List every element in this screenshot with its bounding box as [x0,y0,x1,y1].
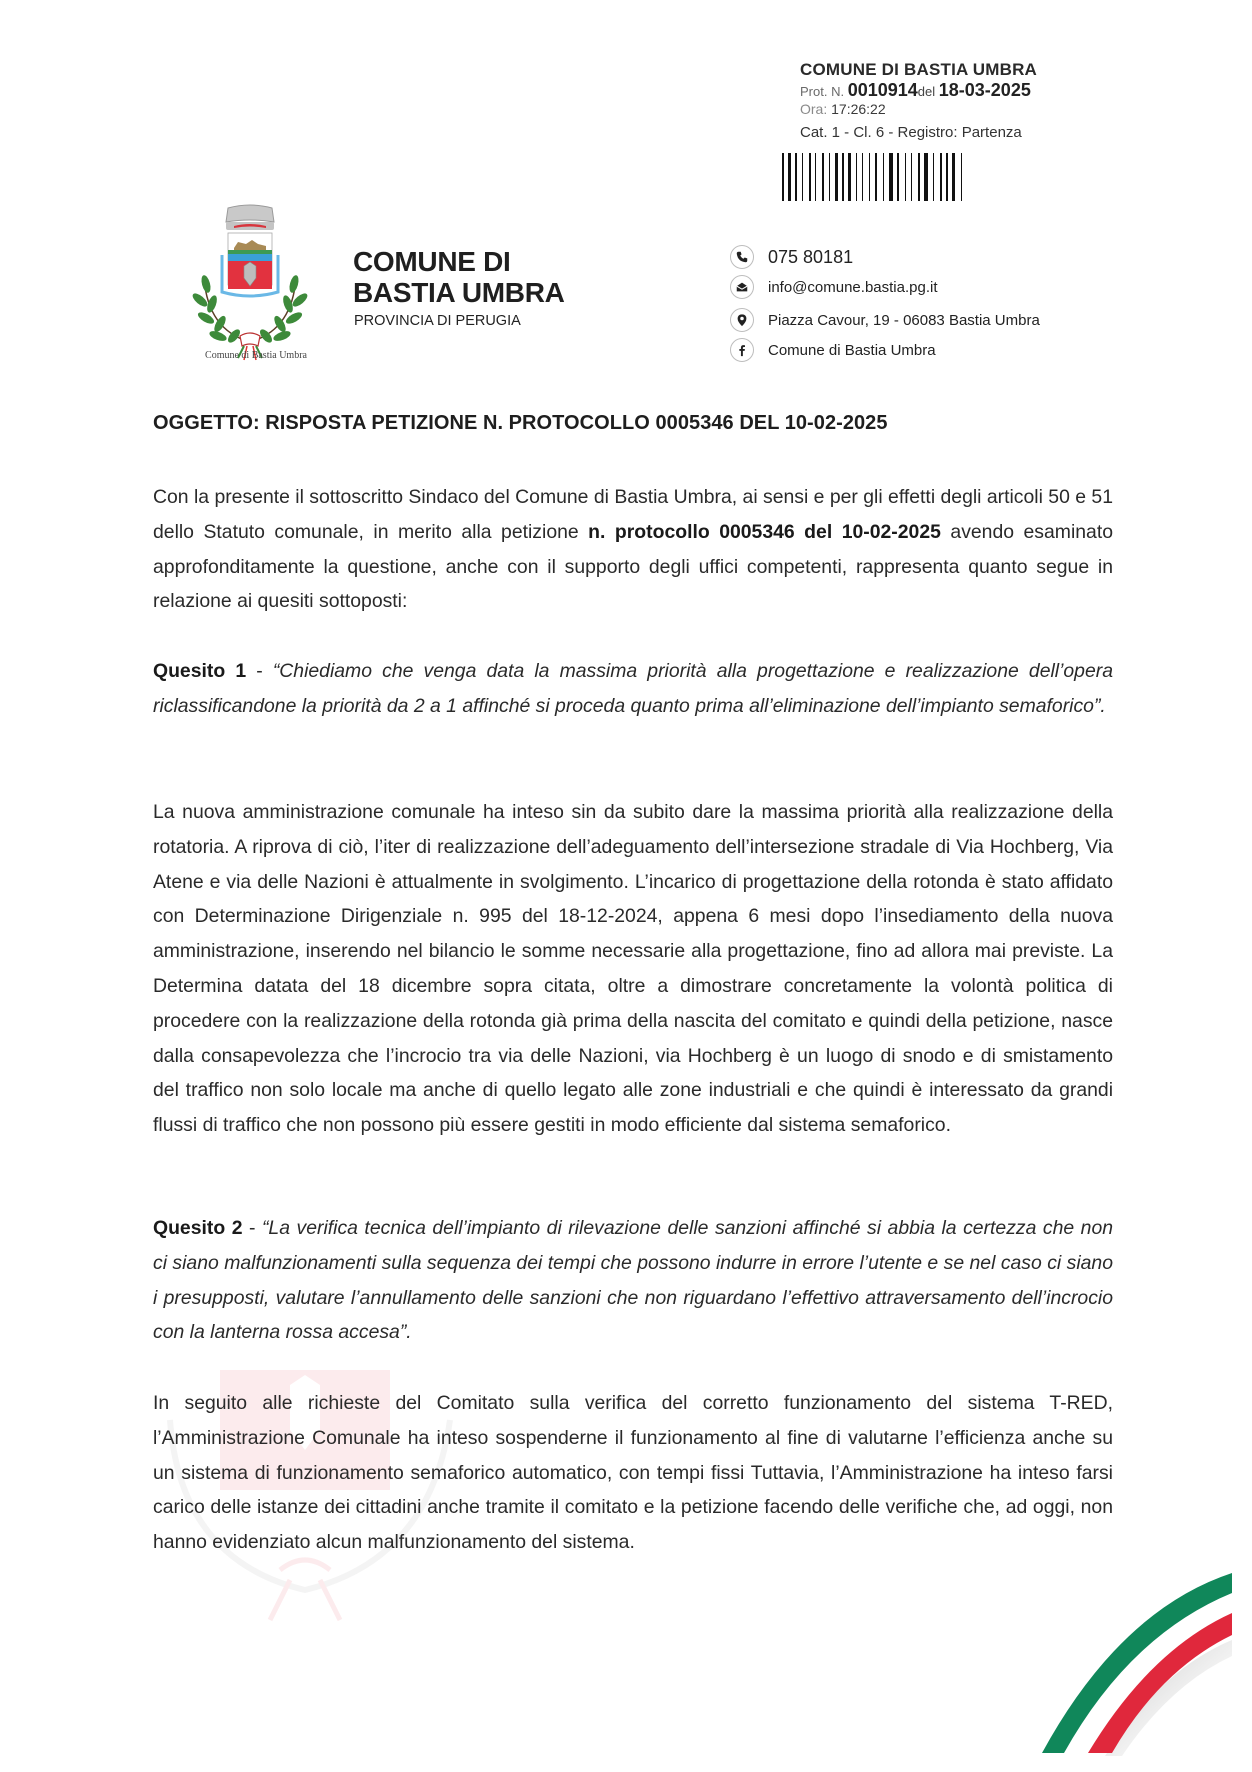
question-1-separator: - [246,660,273,682]
contact-address-text: Piazza Cavour, 19 - 06083 Bastia Umbra [768,311,1040,329]
stamp-prot-number: 0010914 [847,80,918,100]
barcode-bar [918,153,920,201]
barcode-bar [829,153,830,201]
barcode [782,153,1024,201]
barcode-bar [940,153,942,201]
intro-petition-reference: n. protocollo 0005346 del 10-02-2025 [588,520,941,543]
stamp-del-label: del [917,84,936,99]
barcode-bar [961,153,962,201]
barcode-bar [835,153,838,201]
barcode-bar [897,153,899,201]
municipality-title-line2: BASTIA UMBRA [353,277,565,308]
barcode-bar [862,153,863,201]
barcode-bar [911,153,912,201]
stamp-time-label: Ora: [800,101,828,117]
contact-phone-text: 075 80181 [768,246,854,267]
contact-email-text[interactable]: info@comune.bastia.pg.it [768,278,938,296]
barcode-bar [869,153,870,201]
location-pin-icon [730,308,754,332]
mail-icon [730,275,754,299]
barcode-bar [856,153,857,201]
contact-facebook [730,337,936,363]
intro-text: Con la presente il sottoscritto Sindaco del Comune di Bastia Umbra, ai sensi e per gli effetti degli articoli 50 e 51 dello Statuto comunale, in merito alla petizione [153,486,1113,543]
intro-paragraph [153,480,1113,619]
barcode-bar [905,153,906,201]
question-2-label: Quesito 2 [153,1217,243,1239]
stamp-time-line [800,101,886,117]
barcode-bar [875,153,877,201]
barcode-bar [889,153,893,201]
contact-address [730,307,1040,333]
question-2-text: “La verifica tecnica dell’impianto di rilevazione delle sanzioni affinché si abbia la certezza che non ci siano malfunzionamenti sulla sequenza dei tempi che possono indurre in errore l’utente e se nel caso ci siano i presupposti, valutare l’annullamento delle sanzioni che non riguardano l’effettivo attraversamento dell’incrocio con la lanterna rossa accesa”. [153,1217,1114,1344]
barcode-bar [924,153,928,201]
phone-icon [730,245,754,269]
subject-line: OGGETTO: RISPOSTA PETIZIONE N. PROTOCOLLO 0005346 DEL 10-02-2025 [153,412,888,434]
barcode-bar [782,153,784,201]
stamp-protocol-line [800,80,1031,101]
question-2 [153,1211,1113,1350]
shield-icon [222,233,278,296]
intro-text-end: avendo esaminato approfonditamente la questione, anche con il supporto degli uffici competenti, rappresenta quanto segue in relazione ai quesiti sottoposti: [153,520,1113,613]
stamp-prot-date: 18-03-2025 [938,80,1031,100]
municipality-title-line1: COMUNE DI [353,246,511,277]
tricolor-flag-decoration [1030,1560,1252,1772]
answer-2-paragraph: In seguito alle richieste del Comitato sulla verifica del corretto funzionamento del sistema T-RED, l’Amministrazione Comunale ha inteso sospenderne il funzionamento al fine di valutarne l’efficienza anche su un sistema di funzionamento semaforico automatico, con tempi fissi Tuttavia, l’Amministrazione ha inteso farsi carico delle istanze dei cittadini anche tramite il comitato e la petizione facendo delle verifiche che, ad oggi, non hanno evidenziato alcun malfunzionamento del sistema. [153,1392,1113,1554]
barcode-bar [815,153,816,201]
barcode-bar [822,153,824,201]
coat-of-arms-logo [190,200,320,370]
facebook-icon [730,338,754,362]
question-2-separator: - [242,1217,262,1239]
barcode-bar [802,153,803,201]
stamp-classification: Cat. 1 - Cl. 6 - Registro: Partenza [800,124,1022,141]
contact-facebook-text[interactable]: Comune di Bastia Umbra [768,341,936,359]
barcode-bar [842,153,844,201]
stamp-time: 17:26:22 [831,101,886,117]
barcode-bar [933,153,934,201]
question-1 [153,654,1113,724]
question-1-text: “Chiediamo che venga data la massima priorità alla progettazione e realizzazione dell’opera riclassificandone la priorità da 2 a 1 affinché si proceda quanto prima all’eliminazione dell’impianto semaforico”. [153,660,1113,717]
question-1-label: Quesito 1 [153,660,247,682]
stamp-prot-label: Prot. N. [800,84,845,99]
barcode-bar [883,153,884,201]
answer-1-paragraph: La nuova amministrazione comunale ha inteso sin da subito dare la massima priorità alla realizzazione della rotatoria. A riprova di ciò, l’iter di realizzazione dell’adeguamento dell’intersezione stradale di Via Hochberg, Via Atene e via delle Nazioni è attualmente in svolgimento. L’incarico di progettazione della rotonda è stato affidato con Determinazione Dirigenziale n. 995 del 18-12-2024, appena 6 mesi dopo l’insediamento della nuova amministrazione, inserendo nel bilancio le somme necessarie alla progettazione, fino ad allora mai previste. La Determina datata del 18 dicembre sopra citata, oltre a dimostrare concretamente la volontà politica di procedere con la realizzazione della rotonda già prima della nascita del comitato e quindi della petizione, nasce dalla consapevolezza che l’incrocio tra via delle Nazioni, via Hochberg è un luogo di snodo e di smistamento del traffico non solo locale ma anche di quello legato alle zone industriali e che quindi è interessato da grandi flussi di traffico che non possono più essere gestiti in modo efficiente dal sistema semaforico. [153,801,1113,1137]
barcode-bar [952,153,955,201]
contact-email [730,274,938,300]
barcode-bar [809,153,811,201]
stamp-entity: COMUNE DI BASTIA UMBRA [800,60,1038,79]
barcode-bar [788,153,791,201]
contact-phone [730,244,853,270]
barcode-bar [946,153,948,201]
province-subtitle: PROVINCIA DI PERUGIA [354,313,521,329]
barcode-bar [795,153,797,201]
barcode-bar [848,153,851,201]
logo-caption: Comune di Bastia Umbra [205,350,307,361]
crown-icon [226,205,274,230]
